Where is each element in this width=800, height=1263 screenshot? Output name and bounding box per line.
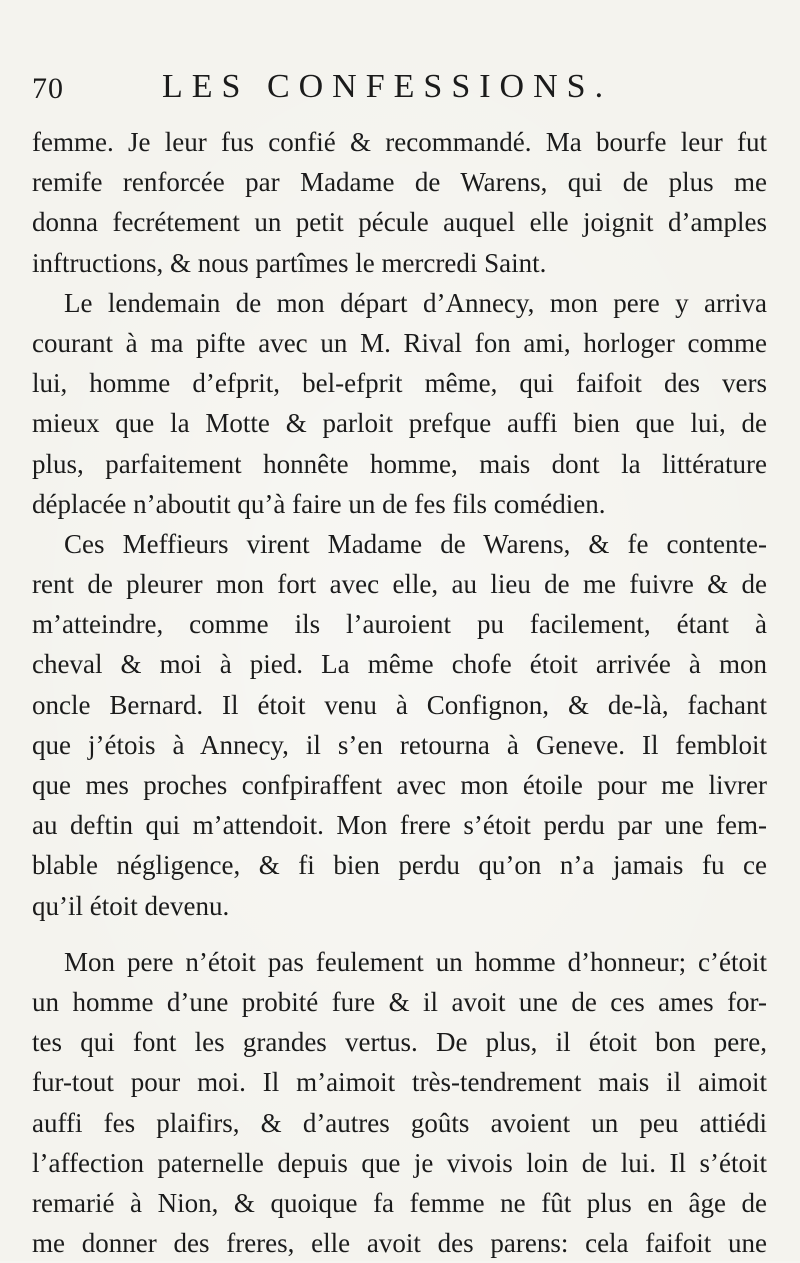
body-text	[32, 122, 767, 1263]
page-header	[32, 64, 772, 104]
text-line: Mon pere n’étoit pas feulement un homme d’honneur; c’étoit	[64, 946, 767, 977]
text-line: courant à ma pifte avec un M. Rival fon ami, horloger comme	[32, 327, 767, 358]
text-line: rent de pleurer mon fort avec elle, au lieu de me fuivre & de	[32, 569, 767, 600]
text-line: oncle Bernard. Il étoit venu à Confignon, & de-là, fachant	[32, 689, 767, 720]
text-line: tes qui font les grandes vertus. De plus, il étoit bon pere,	[32, 1027, 767, 1058]
text-line: remife renforcée par Madame de Warens, qui de plus me	[32, 167, 767, 198]
text-line: plus, parfaitement honnête homme, mais dont la littérature	[32, 448, 767, 479]
text-line: inftructions, & nous partîmes le mercredi Saint.	[32, 247, 547, 278]
text-line: que j’étois à Annecy, il s’en retourna à Geneve. Il fembloit	[32, 729, 767, 760]
text-line: Ces Meffieurs virent Madame de Warens, & fe contente-	[64, 528, 767, 559]
text-line: auffi fes plaifirs, & d’autres goûts avoient un peu attiédi	[32, 1107, 767, 1138]
text-line: lui, homme d’efprit, bel-efprit même, qui faifoit des vers	[32, 368, 767, 399]
text-line: blable négligence, & fi bien perdu qu’on n’a jamais fu ce	[32, 850, 767, 881]
text-line: me donner des freres, elle avoit des parens: cela faifoit une	[32, 1228, 767, 1259]
paragraph	[32, 122, 767, 283]
running-head-title: LES CONFESSIONS.	[162, 68, 613, 105]
text-line: l’affection paternelle depuis que je vivois loin de lui. Il s’étoit	[32, 1147, 767, 1178]
text-line: m’atteindre, comme ils l’auroient pu facilement, étant à	[32, 609, 767, 640]
text-line: que mes proches confpiraffent avec mon étoile pour me livrer	[32, 770, 767, 800]
text-line: déplacée n’aboutit qu’à faire un de fes fils comédien.	[32, 488, 606, 519]
page-number: 70	[32, 72, 64, 105]
text-line: remarié à Nion, & quoique fa femme ne fût plus en âge de	[32, 1187, 767, 1218]
paragraph-gap	[32, 926, 767, 942]
text-line: mieux que la Motte & parloit prefque auffi bien que lui, de	[32, 408, 767, 439]
text-line: cheval & moi à pied. La même chofe étoit arrivée à mon	[32, 649, 767, 680]
text-line: femme. Je leur fus confié & recommandé. Ma bourfe leur fut	[32, 127, 767, 157]
paragraph	[32, 942, 767, 1263]
text-line: fur-tout pour moi. Il m’aimoit très-tendrement mais il aimoit	[32, 1067, 767, 1098]
paragraph	[32, 283, 767, 524]
text-line: au deftin qui m’attendoit. Mon frere s’étoit perdu par une fem-	[32, 810, 767, 841]
text-line: Le lendemain de mon départ d’Annecy, mon pere y arriva	[64, 287, 767, 318]
paragraph	[32, 524, 767, 926]
text-line: qu’il étoit devenu.	[32, 890, 230, 921]
text-line: donna fecrétement un petit pécule auquel elle joignit d’amples	[32, 207, 767, 238]
text-line: un homme d’une probité fure & il avoit une de ces ames for-	[32, 986, 767, 1017]
